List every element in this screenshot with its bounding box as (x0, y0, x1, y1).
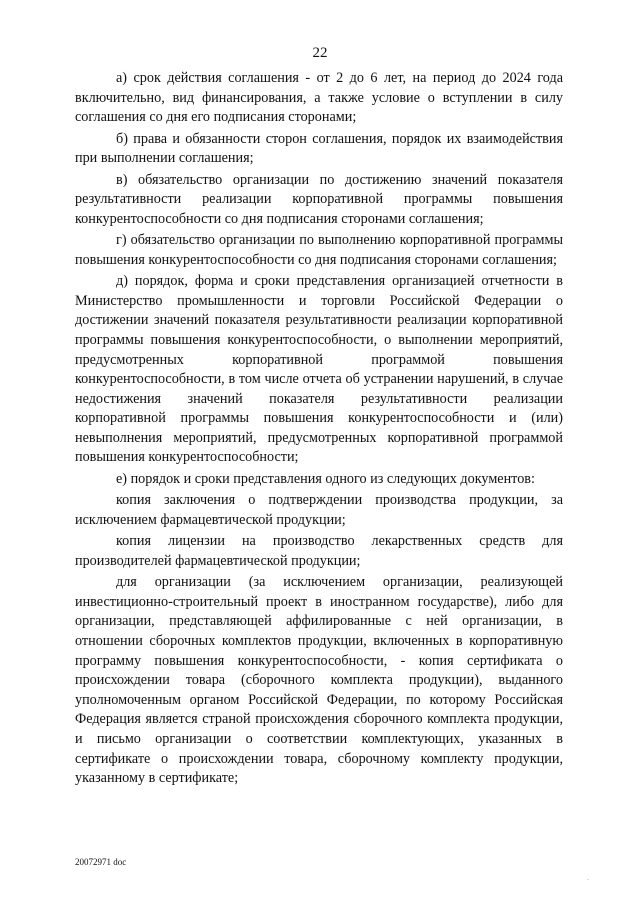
paragraph-b: б) права и обязанности сторон соглашения, порядок их взаимодействия при выполнении соглашения; (75, 130, 563, 167)
paragraph-d: д) порядок, форма и сроки представления организацией отчетности в Министерство промышленности и торговли Российской Федерации о достижении значений показателя результативности реализации корпоративной программы повышения конкурентоспособности, о выполнении мероприятий, предусмотренных корпоративной программой повышения конкурентоспособности, в том числе отчета об устранении нарушений, в случае недостижения значений показателя результативности реализации корпоративной программы повышения конкурентоспособности и (или) невыполнения мероприятий, предусмотренных корпоративной программой повышения конкурентоспособности; (75, 273, 563, 466)
paragraph-v: в) обязательство организации по достижению значений показателя результативности реализации корпоративной программы повышения конкурентоспособности со дня подписания сторонами соглашения; (75, 171, 563, 227)
page-number: 22 (312, 45, 328, 61)
paragraph-e-item-2: копия лицензии на производство лекарственных средств для производителей фармацевтической продукции; (75, 533, 563, 569)
margin-mark: . (587, 873, 590, 882)
paragraph-e-item-1: копия заключения о подтверждении производства продукции, за исключением фармацевтической продукции; (75, 492, 563, 528)
document-body (75, 69, 563, 791)
paragraph-g: г) обязательство организации по выполнению корпоративной программы повышения конкурентоспособности со дня подписания сторонами соглашения; (75, 232, 563, 268)
paragraph-e-item-3: для организации (за исключением организации, реализующей инвестиционно-строительный проект в иностранном государстве), либо для организации, представляющей аффилированные с ней организации, в отношении сборочных комплектов продукции, включенных в корпоративную программу повышения конкурентоспособности, - копия сертификата о происхождении товара (сборочного комплекта продукции), выданного уполномоченным органом Российской Федерации, по которому Российская Федерация является страной происхождения сборочного комплекта продукции, и письмо организации о соответствии комплектующих, указанных в сертификате о происхождении товара, сборочному комплекту продукции, указанному в сертификате; (75, 574, 563, 787)
footer-document-id: 20072971 doc (75, 857, 127, 867)
paragraph-a: а) срок действия соглашения - от 2 до 6 лет, на период до 2024 года включительно, вид финансирования, а также условие о вступлении в силу соглашения со дня его подписания сторонами; (75, 70, 563, 126)
paragraph-e: е) порядок и сроки представления одного из следующих документов: (116, 470, 535, 487)
